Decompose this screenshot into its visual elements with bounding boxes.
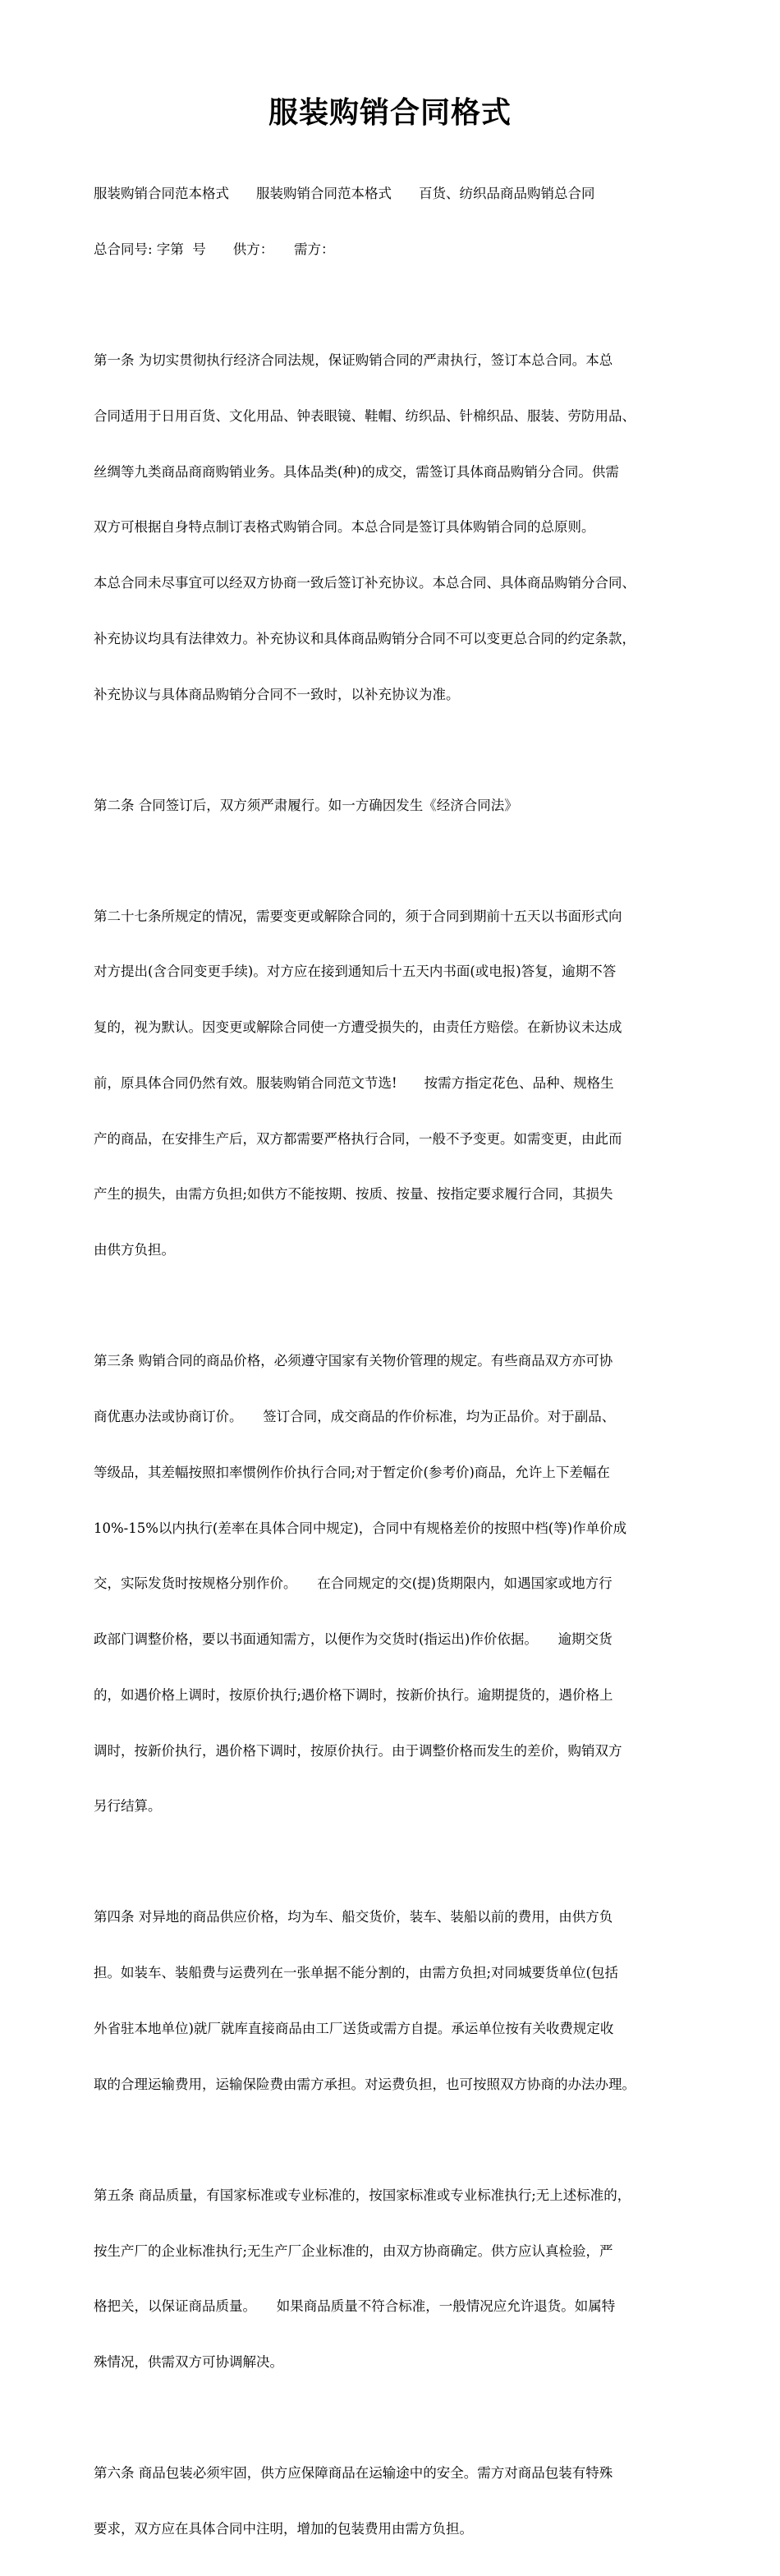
article-2 — [94, 759, 703, 852]
text-line: 补充协议均具有法律效力。补充协议和具体商品购销分合同不可以变更总合同的约定条款， — [94, 630, 635, 646]
text-line: 格把关，以保证商品质量。 如果商品质量不符合标准，一般情况应允许退货。如属特 — [94, 2298, 616, 2315]
text-line: 第六条 商品包装必须牢固，供方应保障商品在运输途中的安全。需方对商品包装有特殊 — [94, 2465, 613, 2482]
article-4 — [94, 1871, 703, 2131]
text-line: 要求，双方应在具体合同中注明，增加的包装费用由需方负担。 — [94, 2520, 473, 2537]
text-line: 取的合理运输费用，运输保险费由需方承担。对运费负担，也可按照双方协商的办法办理。 — [94, 2076, 635, 2092]
text-line: 丝绸等九类商品商商购销业务。具体品类(种)的成交，需签订具体商品购销分合同。供需 — [94, 463, 619, 480]
text-line: 产的商品，在安排生产后，双方都需要严格执行合同，一般不予变更。如需变更，由此而 — [94, 1130, 622, 1147]
text-line: 等级品，其差幅按照扣率惯例作价执行合同;对于暂定价(参考价)商品，允许上下差幅在 — [94, 1464, 610, 1480]
text-line: 担。如装车、装船费与运费列在一张单据不能分割的，由需方负担;对同城要货单位(包括 — [94, 1965, 618, 1981]
text-line: 第三条 购销合同的商品价格，必须遵守国家有关物价管理的规定。有些商品双方亦可协 — [94, 1353, 613, 1369]
header-line: 服装购销合同范本格式 服装购销合同范本格式 百货、纺织品商品购销总合同 — [94, 186, 595, 202]
text-line: 第二条 合同签订后，双方须严肃履行。如一方确因发生《经济合同法》 — [94, 797, 518, 813]
text-line: 第五条 商品质量，有国家标准或专业标准的，按国家标准或专业标准执行;无上述标准的， — [94, 2187, 631, 2203]
text-line: 第四条 对异地的商品供应价格，均为车、船交货价，装车、装船以前的费用，由供方负 — [94, 1909, 613, 1925]
text-line: 商优惠办法或协商订价。 签订合同，成交商品的作价标准，均为正品价。对于副品、 — [94, 1409, 616, 1424]
text-line: 对方提出(含合同变更手续)。对方应在接到通知后十五天内书面(或电报)答复，逾期不答 — [94, 964, 617, 980]
article-5 — [94, 2150, 703, 2409]
article-1 — [94, 315, 703, 742]
text-line: 另行结算。 — [94, 1798, 162, 1815]
text-line: 复的，视为默认。因变更或解除合同使一方遭受损失的，由责任方赔偿。在新协议未达成 — [94, 1019, 622, 1036]
text-line: 外省驻本地单位)就厂就库直接商品由工厂送货或需方自提。承运单位按有关收费规定收 — [94, 2021, 614, 2036]
text-line: 补充协议与具体商品购销分合同不一致时，以补充协议为准。 — [94, 686, 460, 702]
text-line: 合同适用于日用百货、文化用品、钟表眼镜、鞋帽、纺织品、针棉织品、服装、劳防用品、 — [94, 407, 635, 424]
header-block — [94, 148, 703, 297]
document-body — [94, 148, 703, 2576]
text-line: 第二十七条所规定的情况，需要变更或解除合同的，须于合同到期前十五天以书面形式向 — [94, 908, 622, 924]
text-line: 前，原具体合同仍然有效。服装购销合同范文节选! 按需方指定花色、品种、规格生 — [94, 1074, 614, 1091]
text-line: 调时，按新价执行，遇价格下调时，按原价执行。由于调整价格而发生的差价，购销双方 — [94, 1742, 622, 1759]
article-2-continued — [94, 870, 703, 1297]
text-line: 殊情况，供需双方可协调解决。 — [94, 2354, 283, 2371]
text-line: 的，如遇价格上调时，按原价执行;遇价格下调时，按新价执行。逾期提货的，遇价格上 — [94, 1686, 613, 1703]
document-title: 服装购销合同格式 — [268, 95, 512, 130]
article-6 — [94, 2427, 703, 2576]
text-line: 10%-15%以内执行(差率在具体合同中规定)，合同中有规格差价的按照中档(等)作单价成 — [94, 1520, 627, 1536]
text-line: 交，实际发货时按规格分别作价。 在合同规定的交(提)货期限内，如遇国家或地方行 — [94, 1576, 613, 1592]
text-line: 双方可根据自身特点制订表格式购销合同。本总合同是签订具体购销合同的总原则。 — [94, 519, 595, 536]
text-line: 由供方负担。 — [94, 1242, 175, 1258]
text-line: 第一条 为切实贯彻执行经济合同法规，保证购销合同的严肃执行，签订本总合同。本总 — [94, 352, 613, 368]
article-3 — [94, 1315, 703, 1853]
text-line: 本总合同未尽事宜可以经双方协商一致后签订补充协议。本总合同、具体商品购销分合同、 — [94, 575, 635, 591]
text-line: 政部门调整价格，要以书面通知需方，以便作为交货时(指运出)作价依据。 逾期交货 — [94, 1631, 613, 1648]
text-line: 产生的损失，由需方负担;如供方不能按期、按质、按量、按指定要求履行合同，其损失 — [94, 1186, 613, 1203]
header-line: 总合同号: 字第 号 供方： 需方： — [94, 241, 335, 257]
text-line: 按生产厂的企业标准执行;无生产厂企业标准的，由双方协商确定。供方应认真检验，严 — [94, 2242, 613, 2259]
